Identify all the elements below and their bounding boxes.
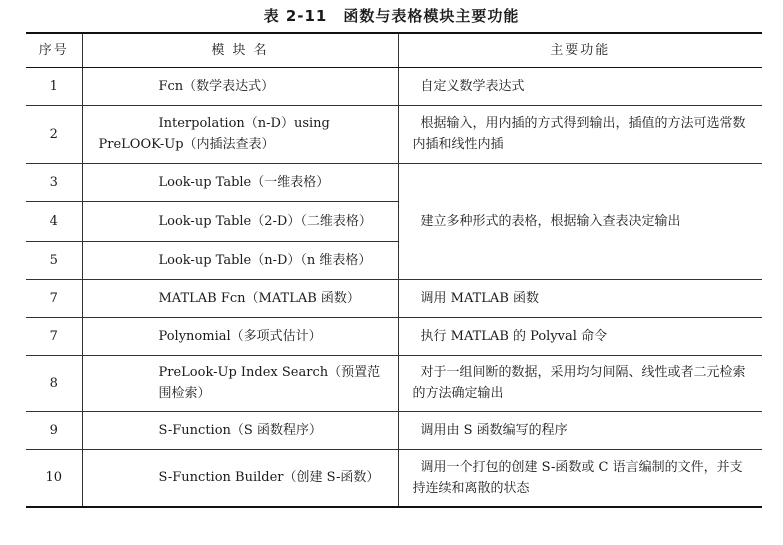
row-function: 对于一组间断的数据，采用均匀间隔、线性或者二元检索的方法确定输出 [398,355,762,411]
row-module: Interpolation（n-D）using PreLOOK-Up（内插法查表） [82,105,398,163]
row-module: Fcn（数学表达式） [82,67,398,105]
table-row [26,67,762,105]
row-module: S-Function Builder（创建 S-函数） [82,449,398,507]
row-no: 9 [26,411,82,449]
row-no: 7 [26,279,82,317]
header-module: 模 块 名 [82,33,398,67]
header-row [26,33,762,67]
table-row [26,355,762,411]
row-no: 10 [26,449,82,507]
row-no: 7 [26,317,82,355]
table-row [26,411,762,449]
row-module: PreLook-Up Index Search（预置范围检索） [82,355,398,411]
table-row [26,317,762,355]
row-function: 调用 MATLAB 函数 [398,279,762,317]
table-title: 函数与表格模块主要功能 [343,7,520,25]
row-module: MATLAB Fcn（MATLAB 函数） [82,279,398,317]
table-number: 表 2-11 [263,7,328,25]
row-function-merged: 建立多种形式的表格，根据输入查表决定输出 [398,163,762,279]
function-table [26,32,762,508]
row-module: S-Function（S 函数程序） [82,411,398,449]
row-no: 1 [26,67,82,105]
row-no: 3 [26,163,82,201]
row-no: 5 [26,241,82,279]
header-function: 主要功能 [398,33,762,67]
row-no: 2 [26,105,82,163]
table-row [26,105,762,163]
row-no: 4 [26,201,82,241]
row-module: Look-up Table（2-D）（二维表格） [82,201,398,241]
table-caption [0,5,783,26]
row-function: 调用由 S 函数编写的程序 [398,411,762,449]
row-module: Look-up Table（n-D）（n 维表格） [82,241,398,279]
table-row [26,279,762,317]
row-no: 8 [26,355,82,411]
table-row [26,449,762,507]
row-function: 调用一个打包的创建 S-函数或 C 语言编制的文件，并支持连续和离散的状态 [398,449,762,507]
row-module: Look-up Table（一维表格） [82,163,398,201]
row-module: Polynomial（多项式估计） [82,317,398,355]
row-function: 执行 MATLAB 的 Polyval 命令 [398,317,762,355]
table-row [26,163,762,201]
header-no: 序号 [26,33,82,67]
row-function: 根据输入，用内插的方式得到输出，插值的方法可选常数内插和线性内插 [398,105,762,163]
row-function: 自定义数学表达式 [398,67,762,105]
